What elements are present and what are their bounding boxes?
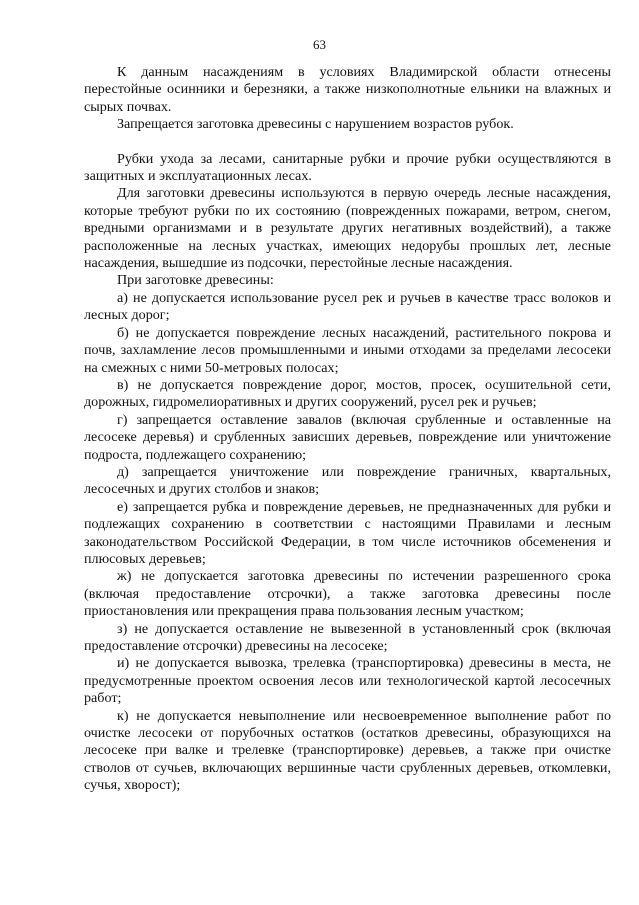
rule-item-b: б) не допускается повреждение лесных насаждений, растительного покрова и почв, захламление лесов промышленными и иными отходами за пределами лесосеки на смежных с ними 50-метровых полосах;	[84, 324, 611, 376]
rule-item-i: и) не допускается вывозка, трелевка (транспортировка) древесины в места, не предусмотренные проектом освоения лесов или технологической картой лесосечных работ;	[84, 655, 611, 707]
rule-item-g: г) запрещается оставление завалов (включая срубленные и оставленные на лесосеке деревья) и срубленных зависших деревьев, повреждение или уничтожение подроста, подлежащего сохранению;	[84, 411, 611, 463]
rule-item-e: е) запрещается рубка и повреждение деревьев, не предназначенных для рубки и подлежащих сохранению в соответствии с настоящими Правилами и лесным законодательством Российской Федерации, в том числе источников обсеменения и плюсовых деревьев;	[84, 498, 611, 567]
rule-item-k: к) не допускается невыполнение или несвоевременное выполнение работ по очистке лесосеки от порубочных остатков (остатков древесины, образующихся на лесосеке при валке и трелевке (транспортировке) деревьев, а также при очистке стволов от сучьев, включающих вершинные части срубленных деревьев, откомлевки, сучья, хворост);	[84, 707, 611, 794]
paragraph-harvest-rules-intro: При заготовке древесины:	[117, 272, 274, 289]
document-body	[84, 64, 611, 795]
paragraph-care-felling: Рубки ухода за лесами, санитарные рубки и прочие рубки осуществляются в защитных и эксплуатационных лесах.	[84, 150, 611, 185]
rule-item-a: а) не допускается использование русел рек и ручьев в качестве трасс волоков и лесных дорог;	[84, 289, 611, 324]
rule-item-v: в) не допускается повреждение дорог, мостов, просек, осушительной сети, дорожных, гидромелиоративных и других сооружений, русел рек и ручьев;	[84, 376, 611, 411]
paragraph-plantations-definition: К данным насаждениям в условиях Владимирской области отнесены перестойные осинники и березняки, а также низкополнотные ельники на влажных и сырых почвах.	[84, 64, 611, 115]
rule-item-z: з) не допускается оставление не вывезенной в установленный срок (включая предоставление отсрочки) древесины на лесосеке;	[84, 620, 611, 654]
rule-item-zh: ж) не допускается заготовка древесины по истечении разрешенного срока (включая предоставление отсрочки), а также заготовка древесины после приостановления или прекращения права пользования лесным участком;	[84, 568, 611, 620]
rule-item-d: д) запрещается уничтожение или повреждение граничных, квартальных, лесосечных и других столбов и знаков;	[84, 463, 611, 498]
paragraph-priority-harvesting: Для заготовки древесины используются в первую очередь лесные насаждения, которые требуют рубки по их состоянию (поврежденных пожарами, ветром, снегом, вредными организмами и в результате других негативных воздействий), а также расположенные на лесных участках, имеющих недорубы прошлых лет, лесные насаждения, вышедшие из подсочки, перестойные лесные насаждения.	[84, 185, 611, 272]
page-number: 63	[313, 37, 326, 52]
paragraph-age-prohibition: Запрещается заготовка древесины с нарушением возрастов рубок.	[117, 116, 514, 133]
